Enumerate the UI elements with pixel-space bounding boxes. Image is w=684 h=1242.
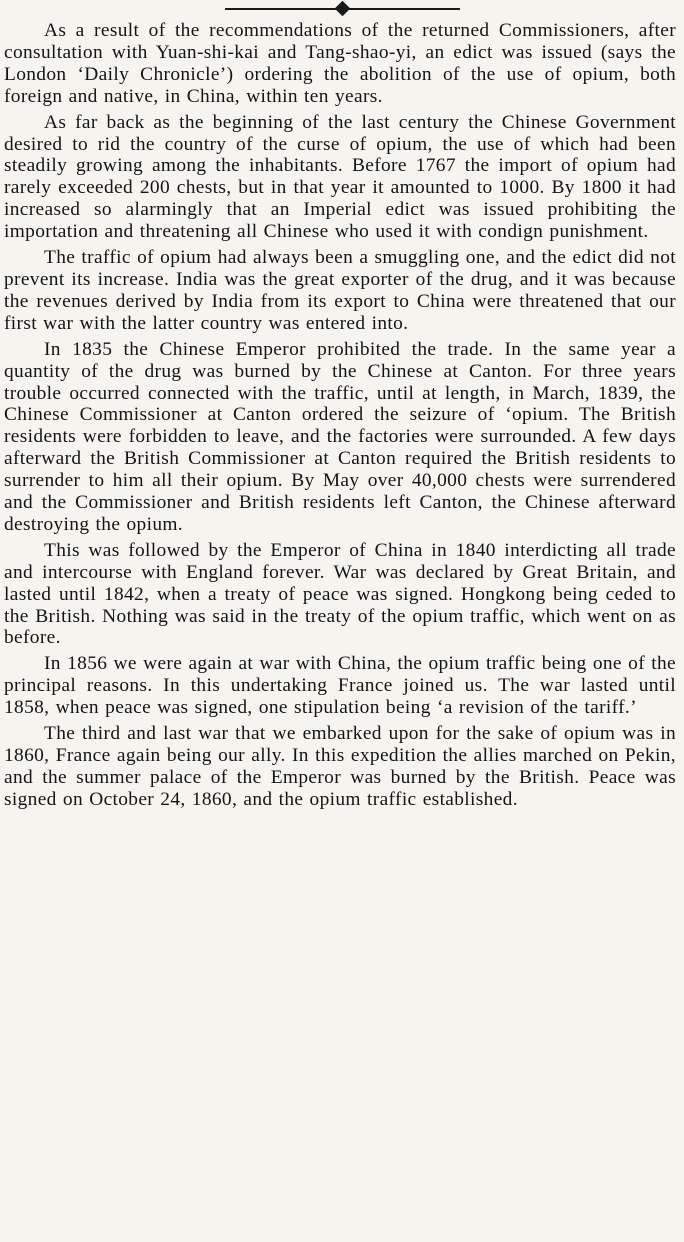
paragraph-1860: The third and last war that we embarked upon for the sake of opium was in 1860, France again being our ally. In this expedition the allies marched on Pekin, and the summer palace of the Emperor was burned by the British. Peace was signed on October 24, 1860, and the opium traffic established. — [4, 723, 676, 810]
paragraph-1840: This was followed by the Emperor of China in 1840 interdicting all trade and intercourse with England forever. War was declared by Great Britain, and lasted until 1842, when a treaty of peace was signed. Hongkong being ceded to the British. Nothing was said in the treaty of the opium traffic, which went on as before. — [4, 539, 676, 649]
paragraph-smuggling: The traffic of opium had always been a smuggling one, and the edict did not prevent its increase. India was the great exporter of the drug, and it was because the revenues derived by India from its export to China were threatened that our first war with the latter country was entered into. — [4, 247, 676, 334]
paragraph-1835: In 1835 the Chinese Emperor prohibited the trade. In the same year a quantity of the drug was burned by the Chinese at Canton. For three years trouble occurred connected with the traffic, until at length, in March, 1839, the Chinese Commissioner at Canton ordered the seizure of ‘opium. The British residents were forbidden to leave, and the factories were surrounded. A few days afterward the British Commissioner at Canton required the British residents to surrender to him all their opium. By May over 40,000 chests were surrendered and the Commissioner and British residents left Canton, the Chinese afterward destroying the opium. — [4, 338, 676, 535]
paragraph-edict: As a result of the recommendations of the returned Commissioners, after consultation with Yuan-shi-kai and Tang-shao-yi, an edict was issued (says the London ‘Daily Chronicle’) ordering the abolition of the use of opium, both foreign and native, in China, within ten years. — [4, 20, 676, 107]
diamond-icon — [335, 1, 351, 17]
paragraph-history: As far back as the beginning of the last century the Chinese Government desired to rid the country of the curse of opium, the use of which had been steadily growing among the inhabitants. Before 1767 the import of opium had rarely exceeded 200 chests, but in that year it amounted to 1000. By 1800 it had increased so alarmingly that an Imperial edict was issued prohibiting the importation and threatening all Chinese who used it with condign punishment. — [4, 111, 676, 243]
divider-ornament — [225, 0, 460, 18]
paragraph-1856: In 1856 we were again at war with China, the opium traffic being one of the principal reasons. In this undertaking France joined us. The war lasted until 1858, when peace was signed, one stipulation being ‘a revision of the tariff.’ — [4, 653, 676, 719]
